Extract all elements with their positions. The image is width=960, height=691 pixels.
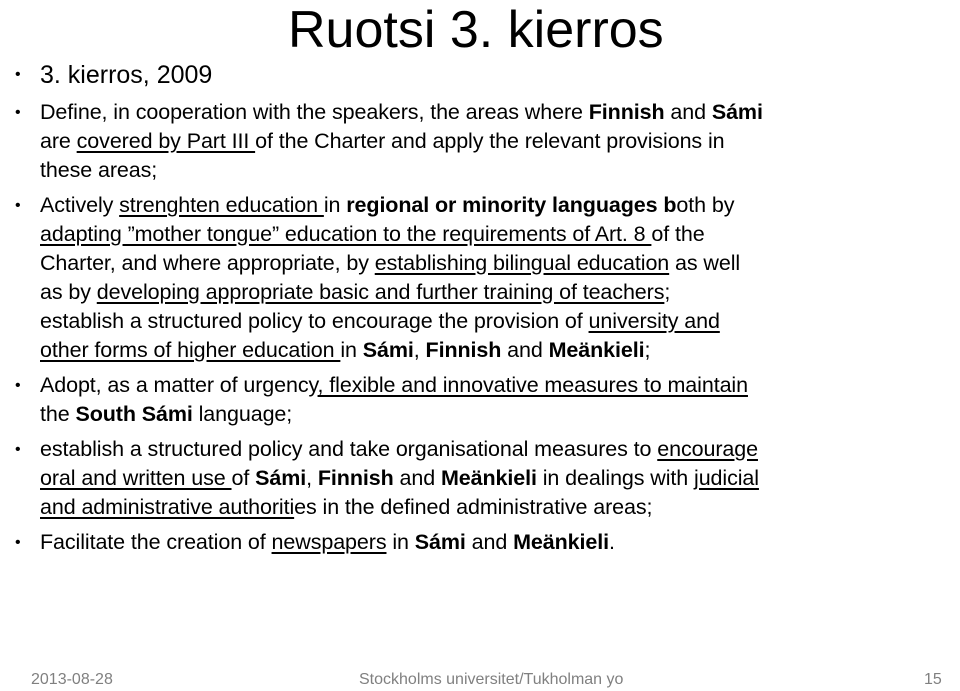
text-line: adapting ”mother tongue” education to the requirements of Art. 8 of the [40,222,705,246]
slide-number: 15 [924,671,942,688]
text-line: other forms of higher education in Sámi, Finnish and Meänkieli; [40,338,651,362]
section-heading: 3. kierros, 2009 [40,61,213,89]
bullet-list [0,58,950,563]
text-line: oral and written use of Sámi, Finnish and Meänkieli in dealings with judicial [40,466,759,490]
list-item-heading [0,58,950,92]
list-item [0,371,950,429]
slide-title: Ruotsi 3. kierros [288,1,664,59]
text-line: Define, in cooperation with the speakers, the areas where Finnish and Sámi [40,100,763,124]
text-line: as by developing appropriate basic and further training of teachers; [40,280,671,304]
list-item [0,435,950,522]
text-line: the South Sámi language; [40,402,293,426]
text-line: these areas; [40,158,158,182]
footer-date: 2013-08-28 [31,671,113,688]
text-line: Actively strenghten education in regional or minority languages both by [40,193,735,217]
bullet-icon: • [15,534,21,551]
bullet-icon: • [15,377,21,394]
bullet-icon: • [15,66,21,83]
list-item [0,191,950,365]
text-line: establish a structured policy to encourage the provision of university and [40,309,720,333]
bullet-icon: • [15,197,21,214]
bullet-icon: • [15,104,21,121]
list-item [0,528,950,557]
bullet-icon: • [15,441,21,458]
text-line: establish a structured policy and take organisational measures to encourage [40,437,758,461]
text-line: and administrative authorities in the defined administrative areas; [40,495,653,519]
footer-organization: Stockholms universitet/Tukholman yo [359,671,624,688]
text-line: Adopt, as a matter of urgency, flexible and innovative measures to maintain [40,373,748,397]
text-line: Facilitate the creation of newspapers in Sámi and Meänkieli. [40,530,615,554]
text-line: are covered by Part III of the Charter and apply the relevant provisions in [40,129,725,153]
text-line: Charter, and where appropriate, by establishing bilingual education as well [40,251,741,275]
list-item [0,98,950,185]
